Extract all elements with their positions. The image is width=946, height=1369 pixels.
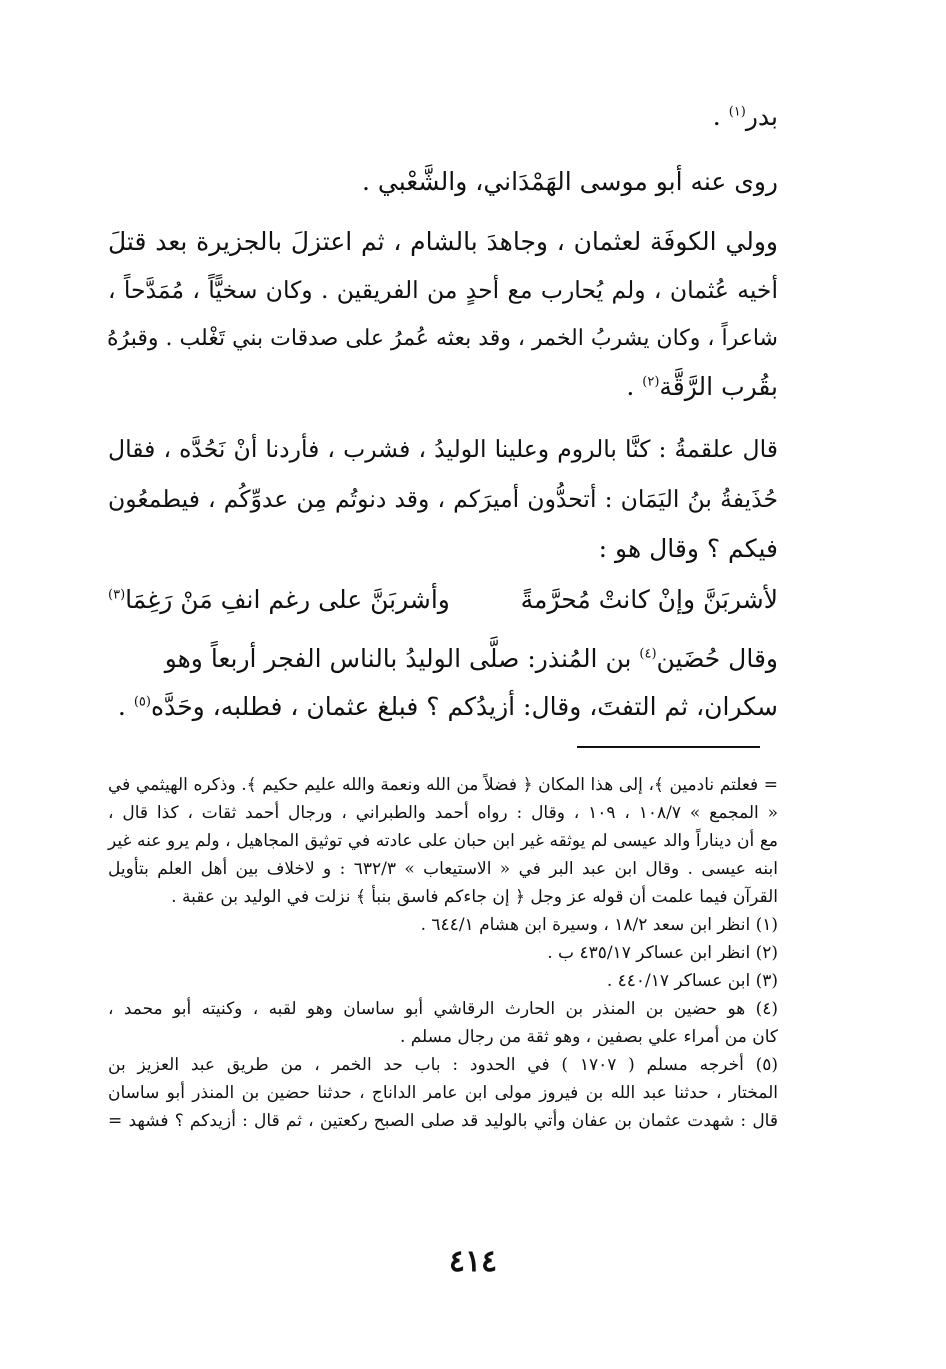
verse-hemistich-2-text: وأشربَنَّ على رغم انفِ مَنْ رَغِمَا [125, 585, 450, 614]
footnote-3: (٣) ابن عساكر ٤٤٠/١٧ . [606, 971, 778, 991]
footnote-5-line: قال : شهدت عثمان بن عفان وأتي بالوليد قد صلى الصبح ركعتين ، ثم قال : أزيدكم ؟ فشهد = [108, 1111, 778, 1131]
footnote-ref-4: (٤) [639, 646, 657, 662]
footnote-4-line: كان من أمراء علي بصفين ، وهو ثقة من رجال مسلم . [399, 1027, 778, 1047]
para2-line: حُذَيفةُ بنُ اليَمَان : أتحدُّون أميرَكم ، وقد دنوتُم مِن عدوِّكُم ، فيطمعُون [108, 485, 778, 513]
footnote-ref-1: (١) [728, 104, 746, 120]
footnote-5-line: (٥) أخرجه مسلم ( ١٧٠٧ ) في الحدود : باب حد الخمر ، من طريق عبد العزيز بن [108, 1055, 779, 1075]
para3-post: بن المُنذر: صلَّى الوليدُ بالناس الفجر أربعاً وهو [164, 644, 640, 673]
intro-line [108, 100, 778, 134]
footnote-separator [577, 746, 760, 748]
para3-last-text: سكران، ثم التفتَ، وقال: أزيدُكم ؟ فبلغ عثمان ، فطلبه، وحَدَّه [150, 692, 778, 721]
narrators-line: روى عنه أبو موسى الهَمْدَاني، والشَّعْبي . [362, 167, 778, 196]
footnote-continuation-line: ابنه عيسى . وقال ابن عبد البر في « الاستيعاب » ٦٣٢/٣ : و لاخلاف بين أهل العلم بتأويل [108, 859, 778, 879]
verse-hemistich-2 [108, 585, 450, 614]
footnote-2: (٢) انظر ابن عساكر ٤٣٥/١٧ ب . [547, 943, 778, 963]
footnote-continuation-line: = فعلتم نادمين ﴾، إلى هذا المكان ﴿ فضلاً من الله ونعمة والله عليم حكيم ﴾. وذكره الهيثمي في [108, 775, 778, 795]
para3-first-line [108, 642, 778, 676]
para1-last-line [108, 370, 778, 404]
page-number: ٤١٤ [448, 1244, 498, 1279]
footnote-ref-2: (٢) [642, 374, 660, 390]
para1-line: أخيه عُثمان ، ولم يُحارب مع أحدٍ من الفريقين . وكان سخيًّاً ، مُمَدَّحاً ، [108, 276, 778, 304]
footnote-continuation-line: « المجمع » ١٠٨/٧ ، ١٠٩ ، وقال : رواه أحمد والطبراني ، ورجال أحمد ثقات ، كذا قال ، [108, 803, 779, 823]
footnote-ref-3: (٣) [108, 587, 126, 603]
para1-line: وولي الكوفَة لعثمان ، وجاهدَ بالشام ، ثم اعتزلَ بالجزيرة بعد قتلَ [108, 227, 778, 256]
para1-line: شاعراً ، وكان يشربُ الخمر ، وقد بعثه عُمرُ على صدقات بني تَغْلب . وقبرُهُ [107, 326, 778, 351]
footnote-5-line: المختار ، حدثنا عبد الله بن فيروز مولى ابن عامر الداناج ، حدثنا حضين بن المنذر أبو ساسان [108, 1083, 778, 1103]
footnote-4-line: (٤) هو حضين بن المنذر بن الحارث الرقاشي أبو ساسان وهو لقبه ، وكنيته أبو محمد ، [108, 999, 778, 1019]
para1-last-text: بقُرب الرَّقَّة [659, 372, 778, 401]
para3-last-end: . [117, 692, 134, 721]
intro-end: . [712, 102, 729, 131]
footnote-ref-5: (٥) [133, 694, 151, 710]
para3-last-line [108, 690, 778, 724]
footnote-1: (١) انظر ابن سعد ١٨/٢ ، وسيرة ابن هشام ٦٤٤/١ . [420, 915, 778, 935]
para2-line: فيكم ؟ وقال هو : [598, 534, 778, 563]
para1-last-end: . [626, 372, 643, 401]
para2-line: قال علقمةُ : كنَّا بالروم وعلينا الوليدُ ، فشرب ، فأردنا أنْ نَحُدَّه ، فقال [108, 435, 778, 463]
footnote-continuation-line: مع أن ديناراً والد عيسى لم يوثقه غير ابن حبان على عادته في توثيق المجاهيل ، ولم يرو عنه غير [108, 831, 778, 851]
footnote-continuation-line: القرآن فيما علمت أن قوله عز وجل ﴿ إن جاءكم فاسق بنبأ ﴾ نزلت في الوليد بن عقبة . [171, 887, 778, 907]
intro-text: بدر [745, 102, 778, 131]
para3-pre: وقال حُضَين [656, 644, 778, 673]
verse-hemistich-1: لأشربَنَّ وإنْ كانتْ مُحرَّمةً [520, 585, 778, 614]
poetry-verse [108, 585, 778, 625]
